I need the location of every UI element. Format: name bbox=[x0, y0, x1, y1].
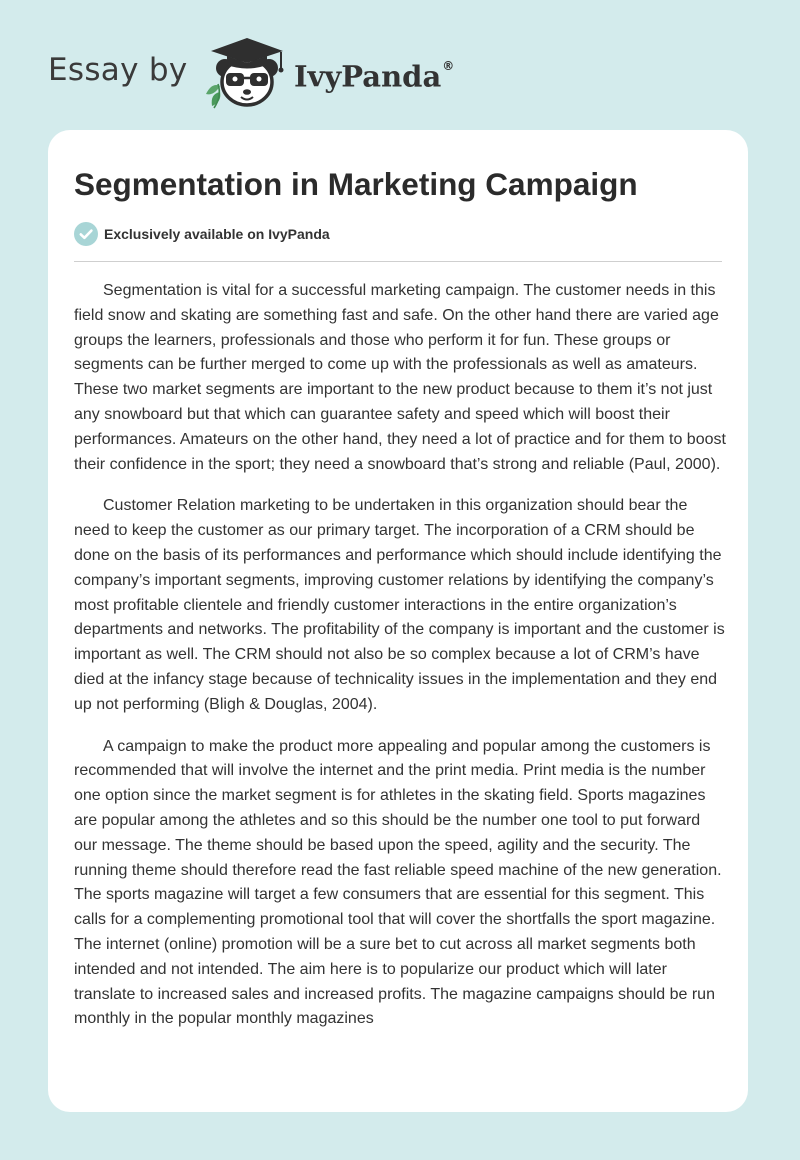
essay-by-label: Essay by bbox=[48, 52, 188, 88]
brand-name[interactable] bbox=[294, 52, 454, 97]
page-title: Segmentation in Marketing Campaign bbox=[74, 166, 638, 202]
exclusive-badge-label: Exclusively available on IvyPanda bbox=[104, 226, 330, 242]
essay-paragraph: A campaign to make the product more appealing and popular among the customers is recommended that will involve the internet and the print media. Print media is the number one option since the market segment is for athletes in the skating field. Sports magazines are popular among the athletes and so this should be the number one tool to put forward our message. The theme should be based upon the speed, agility and the security. The running theme should therefore read the fast reliable speed machine of the new generation. The sports magazine will target a few consumers that are essential for this segment. This calls for a complementing promotional tool that will cover the shortfalls the sport magazine. The internet (online) promotion will be a sure bet to cut across all market segments both intended and not intended. The aim here is to popularize our product which will later translate to increased sales and increased profits. The magazine campaigns should be run monthly in the popular monthly magazines bbox=[74, 737, 722, 1028]
registered-mark: ® bbox=[442, 59, 455, 73]
essay-paragraph: Customer Relation marketing to be undertaken in this organization should bear the need to keep the customer as our primary target. The incorporation of a CRM should be done on the basis of its performances and performance which should include identifying the company’s important segments, improving customer relations by identifying the company’s most profitable clientele and friendly customer interactions in the entire organization’s departments and networks. The profitability of the company is important and the customer is important as well. The CRM should not also be so complex because a lot of CRM’s have died at the infancy stage because of technicality issues in the implementation and they end up not performing (Bligh & Douglas, 2004). bbox=[74, 497, 725, 713]
essay-body bbox=[74, 279, 726, 1049]
exclusive-badge bbox=[74, 222, 330, 246]
title-divider bbox=[74, 261, 722, 262]
panda-graduate-logo-icon[interactable] bbox=[198, 34, 296, 110]
site-header bbox=[0, 0, 800, 130]
essay-card bbox=[48, 130, 748, 1112]
check-circle-icon bbox=[74, 222, 98, 246]
essay-paragraph: Segmentation is vital for a successful marketing campaign. The customer needs in this field snow and skating are something fast and safe. On the other hand there are varied age groups the learners, professionals and those who perform it for fun. These groups or segments can be further merged to come up with the professionals as well as amateurs. These two market segments are important to the new product because to them it’s not just any snowboard but that which can guarantee safety and speed which will boost their performances. Amateurs on the other hand, they need a lot of practice and for them to boost their confidence in the sport; they need a snowboard that’s strong and reliable (Paul, 2000). bbox=[74, 282, 726, 473]
brand-name-text: IvyPanda bbox=[294, 59, 442, 94]
